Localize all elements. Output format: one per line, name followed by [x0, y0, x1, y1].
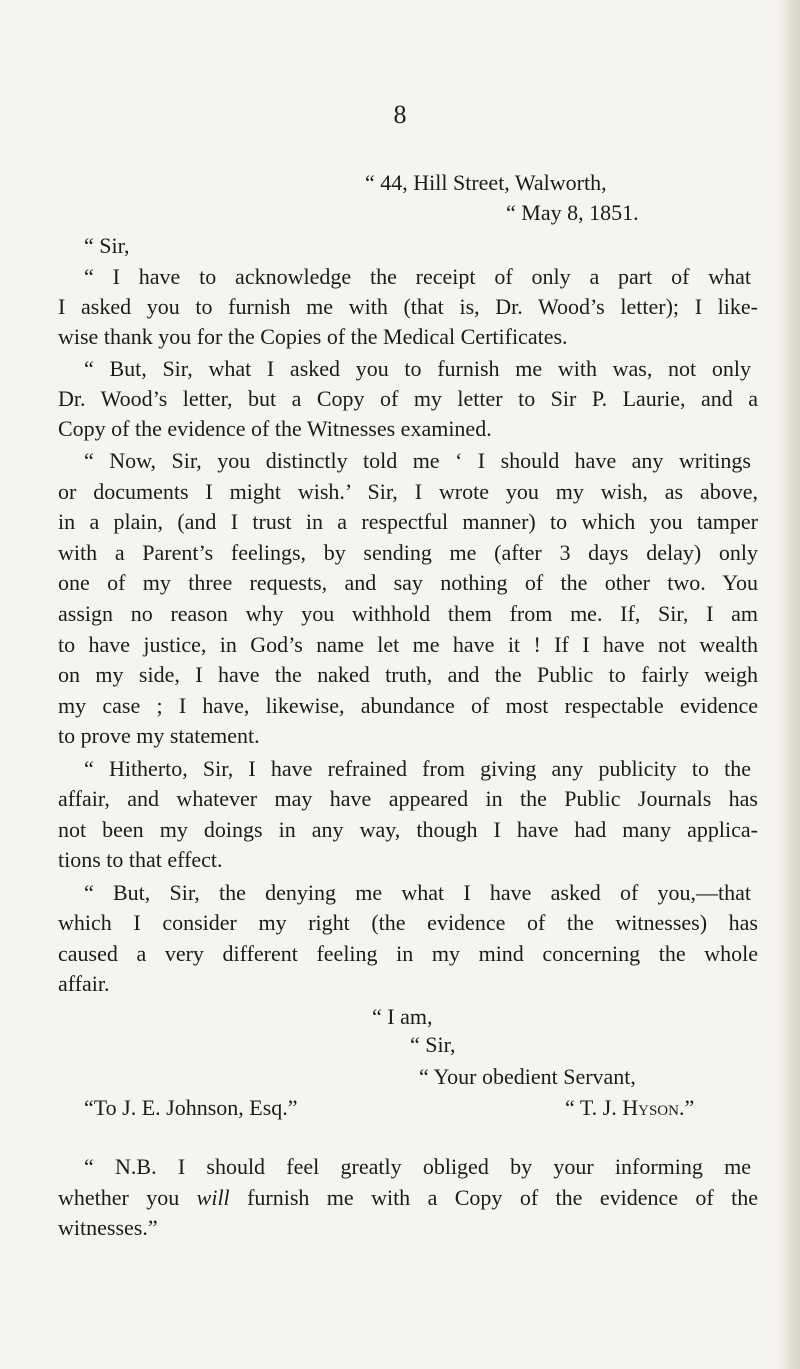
body-line: or documents I might wish.’ Sir, I wrote you my wish, as above,: [58, 479, 758, 504]
body-line: in a plain, (and I trust in a respectful manner) to which you tamper: [58, 509, 758, 534]
body-line: Dr. Wood’s letter, but a Copy of my letter to Sir P. Laurie, and a: [58, 386, 758, 411]
page-number: 8: [393, 100, 407, 129]
address-line-date: “ May 8, 1851.: [506, 200, 639, 225]
nb-line: whether you will furnish me with a Copy of the evidence of the: [58, 1185, 758, 1210]
body-line: with a Parent’s feelings, by sending me (after 3 days delay) only: [58, 540, 758, 565]
body-line: affair.: [58, 971, 110, 996]
body-line: on my side, I have the naked truth, and the Public to fairly weigh: [58, 662, 758, 687]
body-line: wise thank you for the Copies of the Medical Certificates.: [58, 324, 568, 349]
body-line: tions to that effect.: [58, 847, 223, 872]
body-line: “ Now, Sir, you distinctly told me ‘ I should have any writings: [84, 448, 751, 473]
closing-line: “ Sir,: [410, 1032, 456, 1057]
page-edge-shadow: [778, 0, 800, 1369]
addressee: “To J. E. Johnson, Esq.”: [84, 1095, 298, 1120]
body-line: “ But, Sir, the denying me what I have asked of you,—that: [84, 880, 751, 905]
closing-line: “ I am,: [372, 1004, 433, 1029]
body-line: “ But, Sir, what I asked you to furnish me with was, not only: [84, 356, 751, 381]
body-line: my case ; I have, likewise, abundance of most respectable evidence: [58, 693, 758, 718]
body-line: not been my doings in any way, though I have had many applica-: [58, 817, 758, 842]
signature: “ T. J. Hyson.”: [565, 1095, 695, 1120]
address-line-street: “ 44, Hill Street, Walworth,: [365, 170, 607, 195]
body-line: to prove my statement.: [58, 723, 260, 748]
body-line: Copy of the evidence of the Witnesses examined.: [58, 416, 492, 441]
body-line: I asked you to furnish me with (that is, Dr. Wood’s letter); I like-: [58, 294, 758, 319]
nb-line: witnesses.”: [58, 1215, 158, 1240]
body-line: assign no reason why you withhold them from me. If, Sir, I am: [58, 601, 758, 626]
body-line: affair, and whatever may have appeared in the Public Journals has: [58, 786, 758, 811]
closing-line: “ Your obedient Servant,: [419, 1064, 636, 1089]
salutation: “ Sir,: [84, 233, 130, 258]
body-line: which I consider my right (the evidence of the witnesses) has: [58, 910, 758, 935]
body-line: “ Hitherto, Sir, I have refrained from giving any publicity to the: [84, 756, 751, 781]
body-line: “ I have to acknowledge the receipt of only a part of what: [84, 264, 751, 289]
body-line: caused a very different feeling in my mind concerning the whole: [58, 941, 758, 966]
body-line: to have justice, in God’s name let me have it ! If I have not wealth: [58, 632, 758, 657]
body-line: one of my three requests, and say nothing of the other two. You: [58, 570, 758, 595]
nb-line: “ N.B. I should feel greatly obliged by your informing me: [84, 1154, 751, 1179]
emphasis-will: will: [196, 1185, 230, 1210]
